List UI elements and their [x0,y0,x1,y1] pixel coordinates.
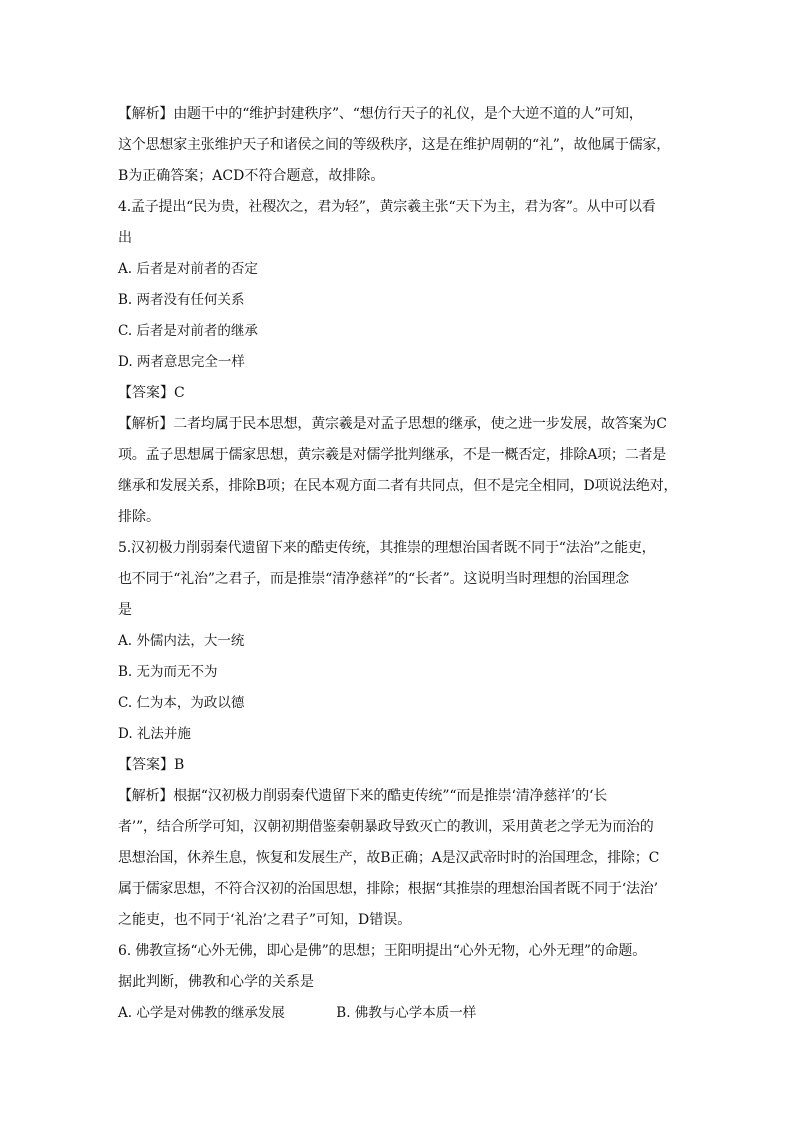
question-4-option-c: C. 后者是对前者的继承 [118,323,258,339]
question-4-analysis-line1: 【解析】二者均属于民本思想，黄宗羲是对孟子思想的继承，使之进一步发展，故答案为C [118,416,667,432]
question-4-stem-line2: 出 [118,230,132,246]
analysis-q3-line3: B为正确答案；ACD不符合题意，故排除。 [118,168,385,184]
question-5-stem-line2: 也不同于“礼治”之君子，而是推崇“清净慈祥”的“长者”。这说明当时理想的治国理念 [118,571,629,587]
question-4-analysis-line2: 项。孟子思想属于儒家思想，黄宗羲是对儒学批判继承，不是一概否定，排除A项；二者是 [118,447,667,463]
question-4-option-d: D. 两者意思完全一样 [118,354,245,370]
question-6-options-row [118,1003,678,1023]
analysis-q3-line1: 【解析】由题干中的“维护封建秩序”、“想仿行天子的礼仪，是个大逆不道的人”可知， [118,106,643,122]
question-5-analysis-line1: 【解析】根据“汉初极力削弱秦代遗留下来的酷吏传统”“而是推崇‘清净慈祥’的‘长 [118,788,608,804]
question-5-stem-line3: 是 [118,602,132,618]
question-4-stem-line1: 4.孟子提出“民为贵，社稷次之，君为轻”，黄宗羲主张“天下为主，君为客”。从中可以看 [118,199,656,215]
question-5-option-b: B. 无为而无不为 [118,664,218,680]
question-4-answer: 【答案】C [118,385,185,401]
question-4-analysis-line4: 排除。 [118,509,160,525]
question-5-option-a: A. 外儒内法，大一统 [118,633,245,649]
question-6-stem-line1: 6. 佛教宣扬“心外无佛，即心是佛”的思想；王阳明提出“心外无物，心外无理”的命题。 [118,943,647,959]
question-5-option-c: C. 仁为本，为政以德 [118,695,245,711]
question-4-analysis-line3: 继承和发展关系，排除B项；在民本观方面二者有共同点，但不是完全相同，D项说法绝对， [118,478,678,494]
question-5-analysis-line5: 之能吏，也不同于‘礼治’之君子”可知，D错误。 [118,912,412,928]
question-5-answer: 【答案】B [118,757,185,773]
question-6-option-b: B. 佛教与心学本质一样 [336,1005,477,1021]
question-5-stem-line1: 5.汉初极力削弱秦代遗留下来的酷吏传统，其推崇的理想治国者既不同于“法治”之能吏， [118,540,656,556]
question-5-analysis-line2: 者’”，结合所学可知，汉朝初期借鉴秦朝暴政导致灭亡的教训，采用黄老之学无为而治的 [118,819,654,835]
analysis-q3-line2: 这个思想家主张维护天子和诸侯之间的等级秩序，这是在维护周朝的“礼”，故他属于儒家， [118,137,671,153]
question-6-option-a: A. 心学是对佛教的继承发展 [118,1005,285,1021]
question-6-stem-line2: 据此判断，佛教和心学的关系是 [118,974,314,990]
question-4-option-b: B. 两者没有任何关系 [118,292,245,308]
question-5-option-d: D. 礼法并施 [118,726,191,742]
question-4-option-a: A. 后者是对前者的否定 [118,261,258,277]
question-5-analysis-line4: 属于儒家思想，不符合汉初的治国思想，排除；根据“其推崇的理想治国者既不同于‘法治’ [118,881,658,897]
question-5-analysis-line3: 思想治国，休养生息，恢复和发展生产，故B正确；A是汉武帝时时的治国理念，排除；C [118,850,660,866]
